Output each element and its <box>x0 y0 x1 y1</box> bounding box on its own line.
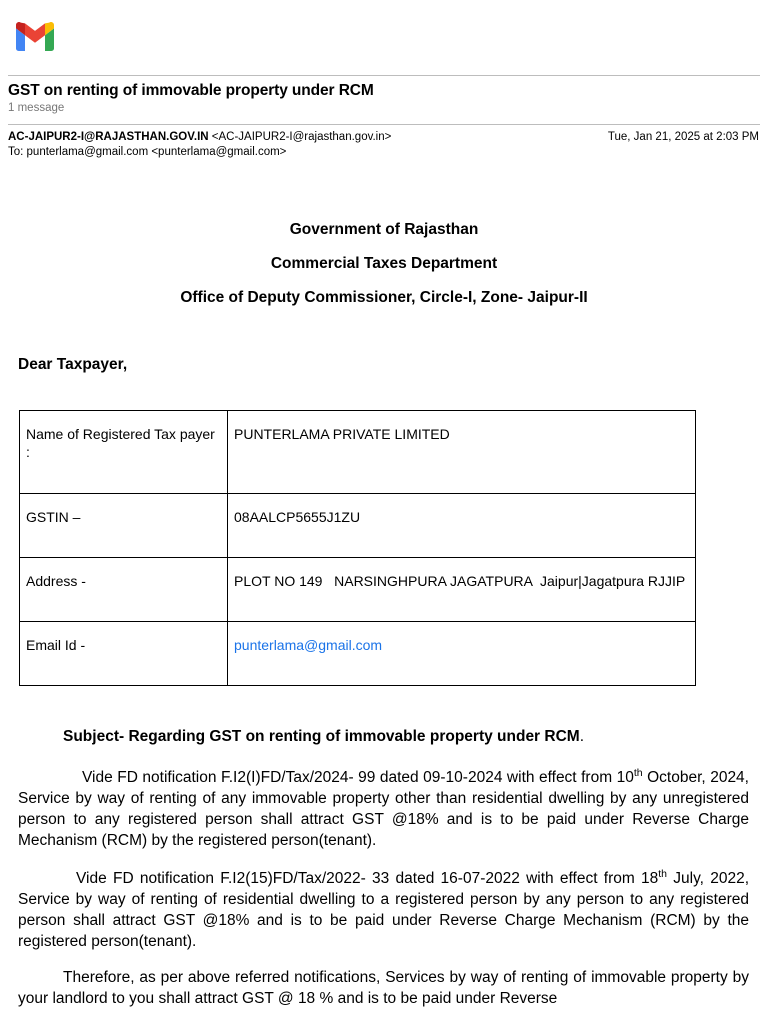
gstin-label: GSTIN – <box>20 494 228 558</box>
email-id-label: Email Id - <box>20 622 228 686</box>
paragraph-3: Therefore, as per above referred notifications, Services by way of renting of immovable property by your landlord to you shall attract GST @ 18 % and is to be paid under Reverse <box>18 969 749 1007</box>
thread-divider <box>8 124 760 125</box>
taxpayer-name-label: Name of Registered Tax payer : <box>20 411 228 494</box>
paragraph-1 <box>18 767 749 851</box>
paragraph-2-sup: th <box>658 867 668 880</box>
paragraph-2-text-cont: July, 2022, Service by way of renting of residential dwelling to a registered person by any person to any registered person shall attract GST @18% and is to be paid under Reverse Charge Mechanism (RCM) by the registered person(tenant). <box>18 870 750 950</box>
gmail-logo-icon <box>16 22 54 51</box>
letter-header-office: Office of Deputy Commissioner, Circle-I, Zone- Jaipur-II <box>180 289 588 306</box>
address-label: Address - <box>20 558 228 622</box>
letter-header-department: Commercial Taxes Department <box>270 255 498 272</box>
letter-subject-text: Subject- Regarding GST on renting of immovable property under RCM <box>63 728 580 745</box>
sender-address: <AC-JAIPUR2-I@rajasthan.gov.in> <box>211 131 392 143</box>
table-row <box>20 622 696 686</box>
message-count: 1 message <box>8 102 65 114</box>
paragraph-1-text-cont: October, 2024, Service by way of renting of any immovable property other than residential dwelling by any unregistered person to any registered person shall attract GST @18% and is to be paid under Reverse Charge Mechanism (RCM) by the registered person(tenant). <box>18 769 749 849</box>
address-value: PLOT NO 149 NARSINGHPURA JAGATPURA Jaipur|Jagatpura RJJIP <box>228 558 696 622</box>
recipient-line: To: punterlama@gmail.com <punterlama@gmail.com> <box>8 146 287 158</box>
greeting: Dear Taxpayer, <box>18 356 128 373</box>
header-divider <box>8 75 760 76</box>
table-row <box>20 411 696 494</box>
taxpayer-details-table <box>19 410 696 686</box>
email-id-link[interactable]: punterlama@gmail.com <box>234 637 383 653</box>
taxpayer-name-value: PUNTERLAMA PRIVATE LIMITED <box>228 411 696 494</box>
email-id-cell <box>228 622 696 686</box>
paragraph-2-text: Vide FD notification F.I2(15)FD/Tax/2022- 33 dated 16-07-2022 with effect from 18 <box>76 870 659 887</box>
sender-line <box>8 131 391 143</box>
paragraph-1-sup: th <box>633 766 643 779</box>
email-subject: GST on renting of immovable property under RCM <box>8 82 374 99</box>
table-row <box>20 558 696 622</box>
sender-name[interactable]: AC-JAIPUR2-I@RAJASTHAN.GOV.IN <box>8 131 209 143</box>
letter-subject <box>63 728 584 746</box>
table-row <box>20 494 696 558</box>
letter-header-government: Government of Rajasthan <box>289 221 479 238</box>
paragraph-1-text: Vide FD notification F.I2(I)FD/Tax/2024- 99 dated 09-10-2024 with effect from 10 <box>82 769 634 786</box>
sent-date: Tue, Jan 21, 2025 at 2:03 PM <box>607 131 759 143</box>
gstin-value: 08AALCP5655J1ZU <box>228 494 696 558</box>
letter-subject-period: . <box>579 728 585 745</box>
paragraph-2 <box>18 868 749 952</box>
